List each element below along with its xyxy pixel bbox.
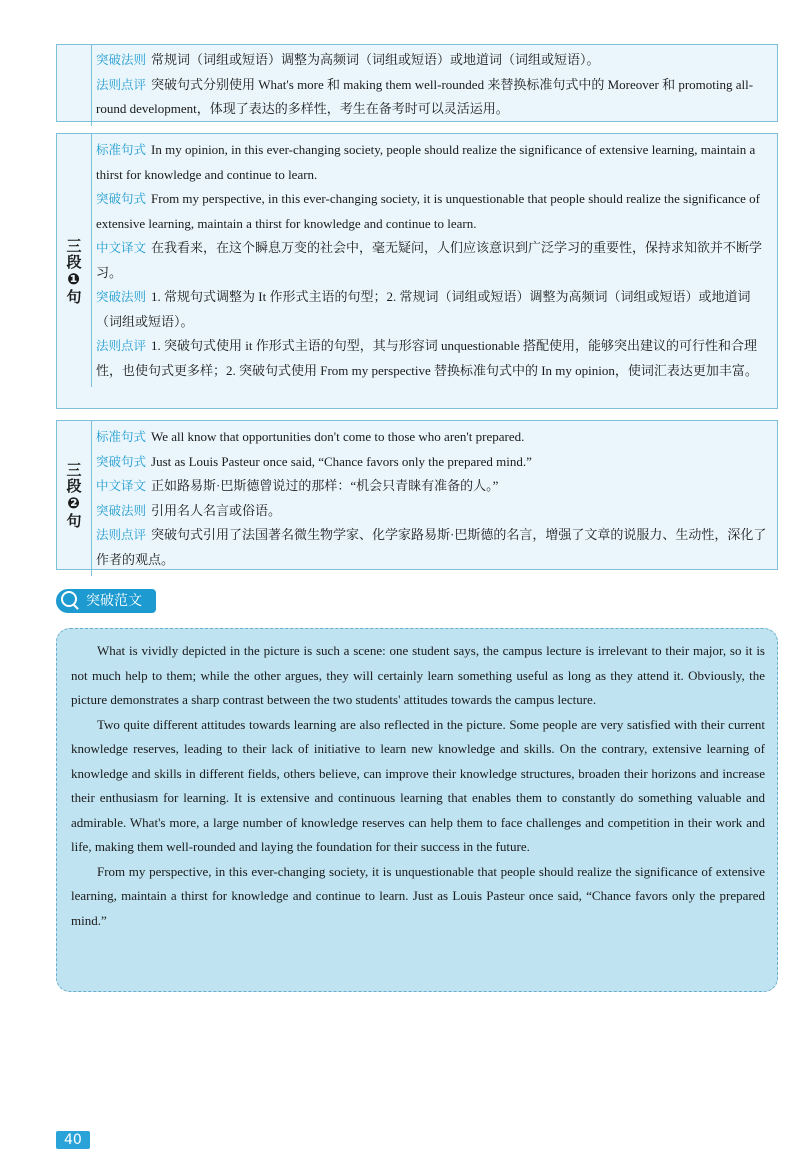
- row-label: 突破法则: [96, 52, 147, 67]
- analysis-box-2-body: [91, 134, 777, 387]
- row-label: 标准句式: [96, 142, 147, 157]
- analysis-box-3: [56, 420, 778, 570]
- row-text: In my opinion, in this ever-changing society, people should realize the significance of extensive learning, maintain a thirst for knowledge and continue to learn.: [96, 142, 756, 182]
- row-breakthrough-sentence: [96, 187, 771, 236]
- row-breakthrough-rule: [96, 48, 771, 73]
- essay-paragraph: What is vividly depicted in the picture is such a scene: one student says, the campus lecture is irrelevant to their major, so it is not much help to them; while the other argues, they will certainly learn something useful as long as they attend it. Obviously, the picture demonstrates a sharp contrast between the two students' attitudes towards the campus lecture.: [71, 643, 765, 707]
- sentence-side-label: 三段❷句: [64, 461, 83, 529]
- page-number: 40: [56, 1131, 90, 1149]
- row-text: 在我看来，在这个瞬息万变的社会中，毫无疑问，人们应该意识到广泛学习的重要性，保持求知欲并不断学习。: [96, 240, 763, 280]
- row-label: 中文译文: [96, 240, 147, 255]
- row-text: 突破句式引用了法国著名微生物学家、化学家路易斯·巴斯德的名言，增强了文章的说服力、生动性，深化了作者的观点。: [96, 527, 767, 567]
- row-rule-comment: [96, 73, 771, 122]
- row-label: 法则点评: [96, 338, 147, 353]
- row-breakthrough-rule: [96, 499, 771, 524]
- row-chinese-translation: [96, 236, 771, 285]
- section-header: [56, 589, 156, 613]
- side-column: [57, 134, 91, 408]
- row-rule-comment: [96, 523, 771, 572]
- row-label: 突破句式: [96, 191, 147, 206]
- row-breakthrough-rule: [96, 285, 771, 334]
- analysis-box-3-body: [91, 421, 777, 576]
- row-text: 正如路易斯·巴斯德曾说过的那样：“机会只青睐有准备的人。”: [151, 478, 499, 493]
- row-text: We all know that opportunities don't come to those who aren't prepared.: [151, 429, 525, 444]
- row-label: 标准句式: [96, 429, 147, 444]
- row-breakthrough-sentence: [96, 450, 771, 475]
- magnifier-icon: [61, 591, 77, 607]
- row-label: 法则点评: [96, 527, 147, 542]
- section-title: 突破范文: [86, 593, 142, 609]
- row-chinese-translation: [96, 474, 771, 499]
- row-label: 法则点评: [96, 76, 147, 92]
- model-essay: [56, 628, 778, 992]
- sentence-side-label: 三段❶句: [64, 237, 83, 305]
- analysis-box-1: [56, 44, 778, 122]
- essay-paragraph: From my perspective, in this ever-changing society, it is unquestionable that people should realize the significance of extensive learning, maintain a thirst for knowledge and continue to learn. Just as Louis Pasteur once said, “Chance favors only the prepared mind.”: [71, 863, 765, 928]
- side-column: [57, 421, 91, 569]
- row-standard-sentence: [96, 138, 771, 187]
- analysis-box-2: [56, 133, 778, 409]
- row-label: 中文译文: [96, 478, 147, 493]
- row-text: 1. 常规句式调整为 It 作形式主语的句型；2. 常规词（词组或短语）调整为高频词（词组或短语）或地道词（词组或短语）。: [96, 289, 751, 329]
- row-label: 突破句式: [96, 453, 147, 469]
- section-title-pill: [56, 589, 156, 613]
- row-text: From my perspective, in this ever-changing society, it is unquestionable that people should realize the significance of extensive learning, maintain a thirst for knowledge and continue to learn.: [96, 191, 761, 231]
- row-standard-sentence: [96, 425, 771, 450]
- row-rule-comment: [96, 334, 771, 383]
- essay-paragraph: Two quite different attitudes towards learning are also reflected in the picture. Some people are very satisfied with their current knowledge reserves, leading to their lack of initiative to learn new knowledge and skills. On the contrary, extensive learning of knowledge and skills in different fields, others believe, can improve their knowledge structures, broaden their horizons and increase their enthusiasm for learning. It is extensive and continuous learning that enables them to constantly do something valuable and admirable. What's more, a large number of knowledge reserves can help them to face challenges and competition in their work and life, making them well-rounded and laying the foundation for their success in the future.: [71, 716, 765, 854]
- row-text: 突破句式分别使用 What's more 和 making them well-rounded 来替换标准句式中的 Moreover 和 promoting all-round development，体现了表达的多样性，考生在备考时可以灵活运用。: [96, 76, 754, 116]
- row-text: 常规词（词组或短语）调整为高频词（词组或短语）或地道词（词组或短语）。: [151, 52, 600, 67]
- row-label: 突破法则: [96, 502, 147, 518]
- analysis-box-1-body: [91, 45, 777, 126]
- row-label: 突破法则: [96, 289, 147, 304]
- row-text: Just as Louis Pasteur once said, “Chance favors only the prepared mind.”: [151, 453, 532, 469]
- row-text: 引用名人名言或俗语。: [151, 502, 282, 518]
- row-text: 1. 突破句式使用 it 作形式主语的句型，其与形容词 unquestionable 搭配使用，能够突出建议的可行性和合理性，也使句式更多样；2. 突破句式使用 From my perspective 替换标准句式中的 In my opinion，使词汇表达更加丰富。: [96, 338, 758, 378]
